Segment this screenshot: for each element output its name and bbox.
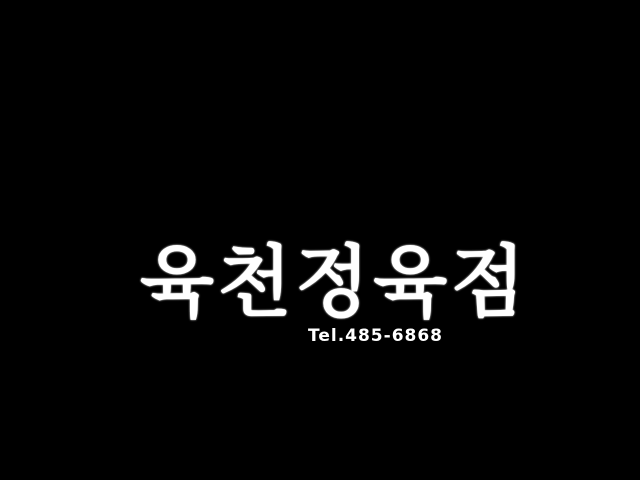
- shop-sign-name: 육천정육점: [140, 238, 529, 328]
- shop-sign-phone: Tel.485-6868: [308, 326, 444, 346]
